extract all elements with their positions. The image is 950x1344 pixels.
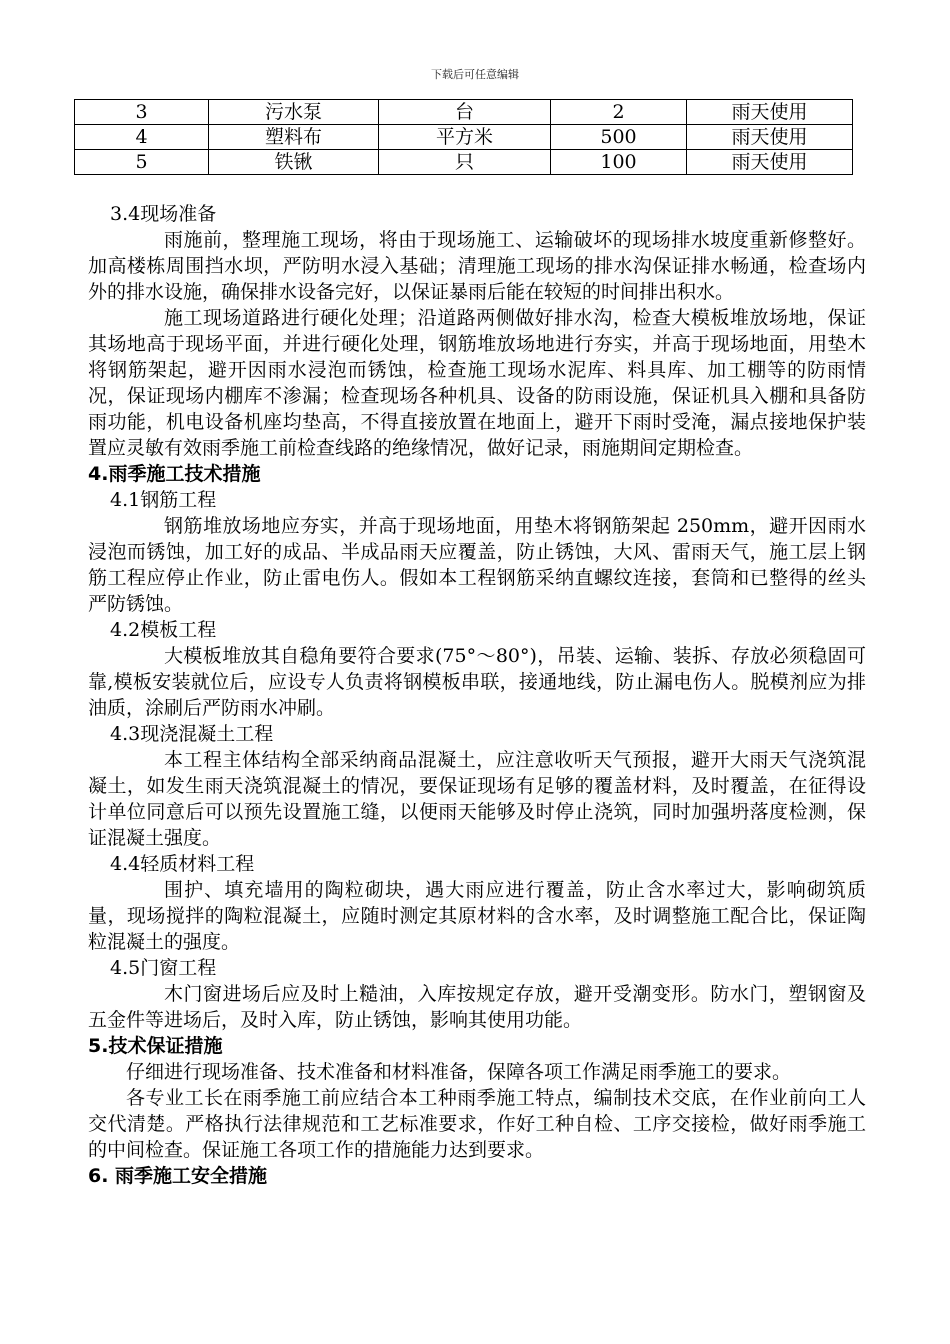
section-4-3-paragraph: 本工程主体结构全部采纳商品混凝土，应注意收听天气预报，避开大雨天气浇筑混凝土，如发生雨天浇筑混凝土的情况，要保证现场有足够的覆盖材料，及时覆盖，在征得设计单位同意后可以预先设置施工缝，以便雨天能够及时停止浇筑，同时加强坍落度检测，保证混凝土强度。	[88, 749, 866, 849]
table-cell-no: 4	[75, 125, 209, 150]
section-4-heading: 4.雨季施工技术措施	[88, 463, 261, 485]
section-3-4-paragraph-2: 施工现场道路进行硬化处理；沿道路两侧做好排水沟，检查大模板堆放场地，保证其场地高于现场平面，并进行硬化处理，钢筋堆放场地进行夯实，并高于现场地面，用垫木将钢筋架起，避开因雨水浸泡而锈蚀，检查施工现场水泥库、料具库、加工棚等的防雨情况，保证现场内棚库不渗漏；检查现场各种机具、设备的防雨设施，保证机具入棚和具备防雨功能，机电设备机座均垫高，不得直接放置在地面上，避开下雨时受淹，漏点接地保护装置应灵敏有效雨季施工前检查线路的绝缘情况，做好记录，雨施期间定期检查。	[88, 307, 866, 459]
section-3-4-title: 3.4现场准备	[110, 203, 217, 225]
table-cell-no: 5	[75, 150, 209, 175]
table-cell-qty: 2	[551, 100, 687, 125]
table-cell-name: 铁锹	[209, 150, 379, 175]
table-cell-qty: 100	[551, 150, 687, 175]
table-cell-qty: 500	[551, 125, 687, 150]
table-cell-name: 塑料布	[209, 125, 379, 150]
table-cell-unit: 只	[379, 150, 551, 175]
table-cell-note: 雨天使用	[687, 150, 853, 175]
section-4-3-title: 4.3现浇混凝土工程	[110, 723, 274, 745]
table-cell-note: 雨天使用	[687, 125, 853, 150]
table-cell-unit: 平方米	[379, 125, 551, 150]
section-6-heading: 6. 雨季施工安全措施	[88, 1165, 268, 1187]
table-row	[75, 125, 853, 150]
section-3-4-paragraph-1: 雨施前，整理施工现场，将由于现场施工、运输破坏的现场排水坡度重新修整好。加高楼栋周围挡水坝，严防明水浸入基础；清理施工现场的排水沟保证排水畅通，检查场内外的排水设施，确保排水设备完好，以保证暴雨后能在较短的时间排出积水。	[88, 229, 866, 303]
table-cell-note: 雨天使用	[687, 100, 853, 125]
section-4-2-title: 4.2模板工程	[110, 619, 217, 641]
section-5-paragraph-1: 仔细进行现场准备、技术准备和材料准备，保障各项工作满足雨季施工的要求。	[126, 1061, 792, 1083]
table-cell-unit: 台	[379, 100, 551, 125]
section-4-2-paragraph: 大模板堆放其自稳角要符合要求(75°～80°)，吊装、运输、装拆、存放必须稳固可靠,模板安装就位后，应设专人负责将钢模板串联，接通地线，防止漏电伤人。脱模剂应为排油质，涂刷后严防雨水冲刷。	[88, 645, 866, 719]
document-body	[88, 201, 866, 1189]
header-note: 下载后可任意编辑	[431, 68, 519, 81]
table-cell-name: 污水泵	[209, 100, 379, 125]
section-4-5-title: 4.5门窗工程	[110, 957, 217, 979]
table-row	[75, 100, 853, 125]
table-cell-no: 3	[75, 100, 209, 125]
section-4-1-paragraph: 钢筋堆放场地应夯实，并高于现场地面，用垫木将钢筋架起 250mm，避开因雨水浸泡而锈蚀，加工好的成品、半成品雨天应覆盖，防止锈蚀，大风、雷雨天气，施工层上钢筋工程应停止作业，防止雷电伤人。假如本工程钢筋采纳直螺纹连接，套筒和已整得的丝头严防锈蚀。	[88, 515, 866, 615]
section-5-paragraph-2: 各专业工长在雨季施工前应结合本工种雨季施工特点，编制技术交底，在作业前向工人交代清楚。严格执行法律规范和工艺标准要求，作好工种自检、工序交接检，做好雨季施工的中间检查。保证施工各项工作的措施能力达到要求。	[88, 1087, 866, 1161]
section-4-4-title: 4.4轻质材料工程	[110, 853, 255, 875]
section-4-1-title: 4.1钢筋工程	[110, 489, 217, 511]
section-4-5-paragraph: 木门窗进场后应及时上糙油，入库按规定存放，避开受潮变形。防水门，塑钢窗及五金件等进场后，及时入库，防止锈蚀，影响其使用功能。	[88, 983, 866, 1031]
equipment-table	[74, 99, 853, 175]
section-4-4-paragraph: 围护、填充墙用的陶粒砌块，遇大雨应进行覆盖，防止含水率过大，影响砌筑质量，现场搅拌的陶粒混凝土，应随时测定其原材料的含水率，及时调整施工配合比，保证陶粒混凝土的强度。	[88, 879, 866, 953]
table-row	[75, 150, 853, 175]
section-5-heading: 5.技术保证措施	[88, 1035, 223, 1057]
